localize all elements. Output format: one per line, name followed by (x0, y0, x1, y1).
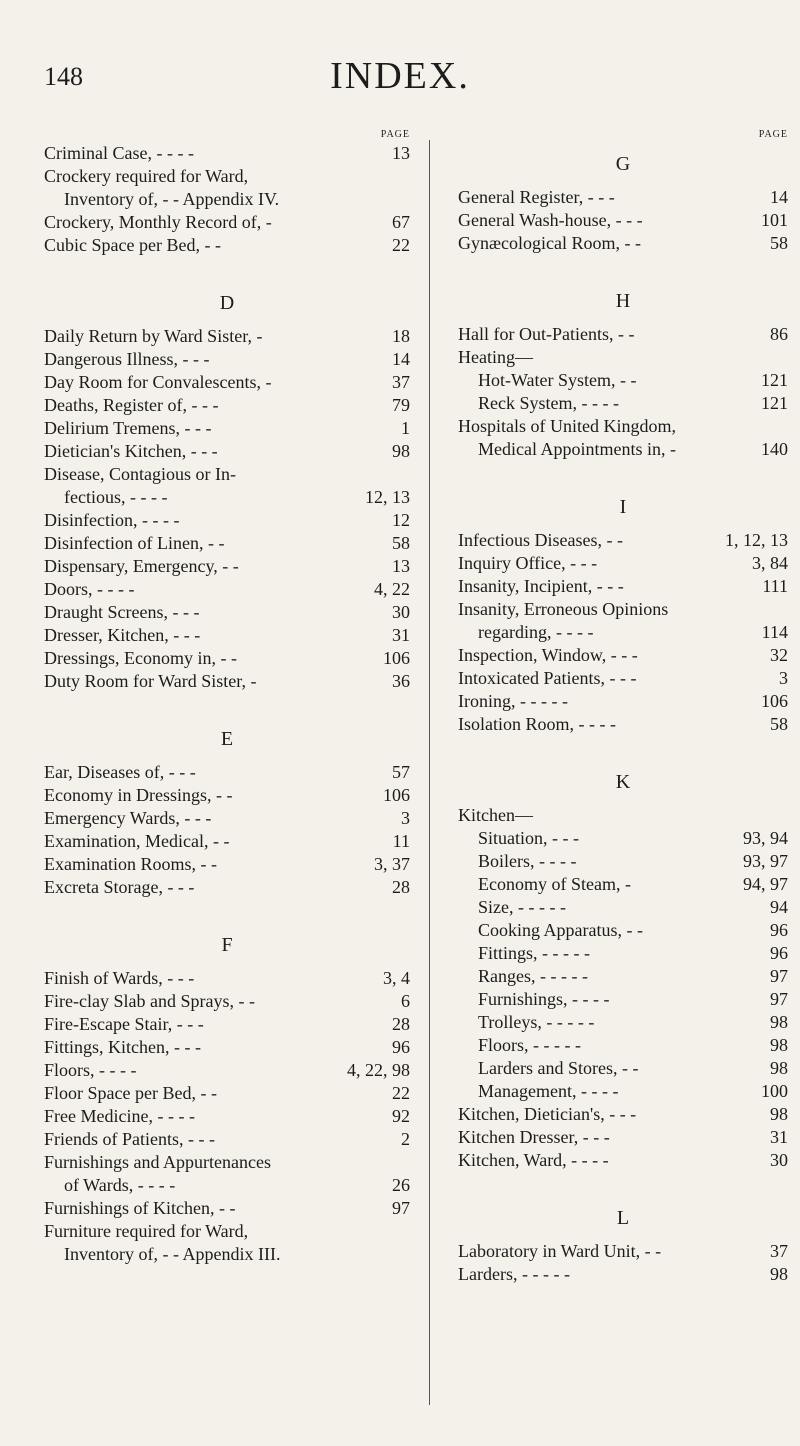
index-entry (458, 644, 788, 667)
index-entry (458, 667, 788, 690)
entry-page: 98 (770, 1035, 788, 1055)
entry-text: Gynæcological Room, - - (458, 233, 641, 253)
index-entry (44, 394, 410, 417)
index-entry (44, 784, 410, 807)
entry-text: Friends of Patients, - - - (44, 1129, 215, 1149)
entry-page: 30 (770, 1150, 788, 1170)
index-entry (458, 552, 788, 575)
section-letter: L (616, 1207, 630, 1229)
entry-page: 58 (770, 233, 788, 253)
entry-page: 12, 13 (365, 487, 410, 507)
index-entry (44, 165, 410, 188)
entry-page: 13 (392, 143, 410, 163)
index-entry (44, 325, 410, 348)
entry-text: Cubic Space per Bed, - - (44, 235, 221, 255)
index-entry (44, 234, 410, 257)
index-entry (44, 188, 410, 211)
entry-text: Fire-Escape Stair, - - - (44, 1014, 204, 1034)
entry-text: Inquiry Office, - - - (458, 553, 598, 573)
index-entry (458, 186, 788, 209)
entry-text: Dressings, Economy in, - - (44, 648, 237, 668)
index-entry (44, 830, 410, 853)
index-entry (458, 1034, 788, 1057)
entry-text: Furnishings, - - - - (478, 989, 610, 1009)
index-entry (458, 232, 788, 255)
entry-text: Insanity, Erroneous Opinions (458, 599, 669, 619)
entry-page: 121 (761, 393, 788, 413)
index-entry (44, 486, 410, 509)
entry-page: 14 (770, 187, 788, 207)
index-entry (44, 578, 410, 601)
entry-page: 3, 84 (752, 553, 788, 573)
entry-page: 6 (401, 991, 410, 1011)
entry-text: Medical Appointments in, - (478, 439, 676, 459)
entry-page: 14 (392, 349, 410, 369)
index-entry (44, 142, 410, 165)
entry-text: Examination Rooms, - - (44, 854, 217, 874)
index-entry (44, 1105, 410, 1128)
entry-text: Insanity, Incipient, - - - (458, 576, 624, 596)
entry-page: 57 (392, 762, 410, 782)
entry-page: 96 (770, 943, 788, 963)
index-entry (458, 598, 788, 621)
entry-page: 31 (770, 1127, 788, 1147)
entry-page: 18 (392, 326, 410, 346)
entry-text: Ironing, - - - - - (458, 691, 568, 711)
entry-page: 37 (770, 1241, 788, 1261)
entry-text: Disease, Contagious or In- (44, 464, 236, 484)
index-entry (44, 371, 410, 394)
index-entry (458, 896, 788, 919)
entry-page: 12 (392, 510, 410, 530)
index-entry (44, 853, 410, 876)
entry-page: 96 (392, 1037, 410, 1057)
entry-text: Disinfection of Linen, - - (44, 533, 225, 553)
entry-text: Economy of Steam, - (478, 874, 631, 894)
entry-text: Ranges, - - - - - (478, 966, 588, 986)
entry-text: Inspection, Window, - - - (458, 645, 638, 665)
entry-text: Inventory of, - - Appendix IV. (64, 189, 280, 209)
entry-text: Floor Space per Bed, - - (44, 1083, 217, 1103)
entry-page: 98 (392, 441, 410, 461)
index-entry (458, 965, 788, 988)
entry-page: 121 (761, 370, 788, 390)
entry-text: Hospitals of United Kingdom, (458, 416, 676, 436)
entry-page: 97 (770, 989, 788, 1009)
entry-page: 31 (392, 625, 410, 645)
index-entry (458, 1240, 788, 1263)
entry-text: Emergency Wards, - - - (44, 808, 212, 828)
entry-text: Floors, - - - - (44, 1060, 137, 1080)
index-entry (44, 670, 410, 693)
index-entry (458, 1263, 788, 1286)
entry-text: Dresser, Kitchen, - - - (44, 625, 201, 645)
entry-text: Hot-Water System, - - (478, 370, 637, 390)
index-entry (458, 988, 788, 1011)
entry-page: 94 (770, 897, 788, 917)
entry-text: Duty Room for Ward Sister, - (44, 671, 257, 691)
entry-text: Fittings, - - - - - (478, 943, 590, 963)
index-entry (458, 919, 788, 942)
entry-page: 3, 4 (383, 968, 410, 988)
entry-text: Daily Return by Ward Sister, - (44, 326, 263, 346)
entry-text: Dispensary, Emergency, - - (44, 556, 239, 576)
entry-page: 111 (762, 576, 788, 596)
entry-page: 58 (770, 714, 788, 734)
entry-text: Furnishings of Kitchen, - - (44, 1198, 236, 1218)
entry-text: Inventory of, - - Appendix III. (64, 1244, 281, 1264)
entry-text: Finish of Wards, - - - (44, 968, 195, 988)
entry-text: General Register, - - - (458, 187, 615, 207)
index-entry (44, 647, 410, 670)
entry-text: Ear, Diseases of, - - - (44, 762, 196, 782)
index-entry (44, 876, 410, 899)
entry-page: 3, 37 (374, 854, 410, 874)
index-entry (44, 601, 410, 624)
entry-text: Intoxicated Patients, - - - (458, 668, 637, 688)
entry-text: Floors, - - - - - (478, 1035, 581, 1055)
entry-text: Heating— (458, 347, 533, 367)
entry-text: Kitchen Dresser, - - - (458, 1127, 610, 1147)
entry-page: 32 (770, 645, 788, 665)
entry-text: Economy in Dressings, - - (44, 785, 233, 805)
entry-text: Disinfection, - - - - (44, 510, 180, 530)
entry-text: Crockery, Monthly Record of, - (44, 212, 272, 232)
index-entry (458, 942, 788, 965)
index-entry (44, 967, 410, 990)
index-entry (458, 804, 788, 827)
entry-page: 36 (392, 671, 410, 691)
entry-page: 1 (401, 418, 410, 438)
entry-page: 4, 22, 98 (347, 1060, 410, 1080)
entry-page: 98 (770, 1012, 788, 1032)
entry-text: Fire-clay Slab and Sprays, - - (44, 991, 255, 1011)
entry-page: 94, 97 (743, 874, 788, 894)
index-entry (458, 1080, 788, 1103)
entry-page: 11 (392, 831, 410, 851)
index-entry (44, 532, 410, 555)
page-number: 148 (44, 62, 83, 91)
entry-page: 93, 94 (743, 828, 788, 848)
section-letter: G (615, 153, 631, 175)
entry-page: 106 (761, 691, 788, 711)
index-entry (458, 1103, 788, 1126)
index-entry (44, 1220, 410, 1243)
entry-page: 106 (383, 648, 410, 668)
entry-text: Trolleys, - - - - - (478, 1012, 595, 1032)
entry-page: 30 (392, 602, 410, 622)
entry-page: 98 (770, 1104, 788, 1124)
entry-page: 98 (770, 1264, 788, 1284)
entry-text: Furnishings and Appurtenances (44, 1152, 271, 1172)
index-column-left (44, 128, 410, 1266)
entry-text: Examination, Medical, - - (44, 831, 230, 851)
entry-text: Isolation Room, - - - - (458, 714, 616, 734)
index-entry (44, 990, 410, 1013)
index-entry (44, 1082, 410, 1105)
entry-page: 2 (401, 1129, 410, 1149)
index-entry (458, 850, 788, 873)
section-letter: H (615, 290, 631, 312)
index-entry (458, 1126, 788, 1149)
entry-text: fectious, - - - - (64, 487, 168, 507)
index-entry (458, 529, 788, 552)
running-head: INDEX. (330, 55, 470, 97)
index-entry (458, 827, 788, 850)
entry-text: of Wards, - - - - (64, 1175, 176, 1195)
index-entry (44, 1197, 410, 1220)
entry-page: 1, 12, 13 (725, 530, 788, 550)
index-entry (44, 509, 410, 532)
entry-text: Free Medicine, - - - - (44, 1106, 195, 1126)
section-letter: K (615, 771, 631, 793)
entry-page: 28 (392, 1014, 410, 1034)
index-entry (458, 1149, 788, 1172)
index-entry (44, 624, 410, 647)
column-divider (429, 140, 430, 1405)
index-entry (458, 713, 788, 736)
index-entry (458, 690, 788, 713)
entry-page: 22 (392, 235, 410, 255)
entry-page: 114 (761, 622, 788, 642)
index-entry (458, 438, 788, 461)
entry-page: 93, 97 (743, 851, 788, 871)
page-column-label: PAGE (758, 129, 788, 140)
entry-text: Dangerous Illness, - - - (44, 349, 210, 369)
index-entry (458, 575, 788, 598)
entry-page: 86 (770, 324, 788, 344)
entry-page: 140 (761, 439, 788, 459)
entry-text: Draught Screens, - - - (44, 602, 200, 622)
entry-text: Boilers, - - - - (478, 851, 577, 871)
entry-page: 37 (392, 372, 410, 392)
section-letter: F (221, 934, 233, 956)
index-entry (458, 873, 788, 896)
entry-text: Doors, - - - - (44, 579, 135, 599)
index-entry (458, 346, 788, 369)
index-entry (458, 1057, 788, 1080)
entry-text: Crockery required for Ward, (44, 166, 249, 186)
index-entry (44, 555, 410, 578)
index-entry (44, 417, 410, 440)
entry-text: Fittings, Kitchen, - - - (44, 1037, 201, 1057)
index-entry (44, 761, 410, 784)
entry-page: 26 (392, 1175, 410, 1195)
index-entry (458, 621, 788, 644)
entry-text: Furniture required for Ward, (44, 1221, 249, 1241)
entry-page: 98 (770, 1058, 788, 1078)
entry-text: Size, - - - - - (478, 897, 566, 917)
entry-text: Infectious Diseases, - - (458, 530, 623, 550)
entry-page: 100 (761, 1081, 788, 1101)
index-entry (458, 1011, 788, 1034)
entry-page: 97 (770, 966, 788, 986)
entry-page: 67 (392, 212, 410, 232)
entry-page: 92 (392, 1106, 410, 1126)
section-letter: D (219, 292, 235, 314)
entry-text: Hall for Out-Patients, - - (458, 324, 635, 344)
entry-text: Situation, - - - (478, 828, 579, 848)
index-entry (458, 415, 788, 438)
index-entry (458, 369, 788, 392)
entry-page: 106 (383, 785, 410, 805)
entry-page: 4, 22 (374, 579, 410, 599)
index-entry (44, 807, 410, 830)
index-entry (44, 1128, 410, 1151)
section-letter: E (220, 728, 234, 750)
entry-page: 58 (392, 533, 410, 553)
index-entry (44, 211, 410, 234)
entry-text: Excreta Storage, - - - (44, 877, 195, 897)
entry-text: Day Room for Convalescents, - (44, 372, 272, 392)
page-column-label: PAGE (380, 129, 410, 140)
entry-text: General Wash-house, - - - (458, 210, 643, 230)
entry-page: 3 (401, 808, 410, 828)
entry-text: Kitchen, Dietician's, - - - (458, 1104, 637, 1124)
entry-page: 97 (392, 1198, 410, 1218)
index-entry (44, 1013, 410, 1036)
index-column-right (458, 128, 788, 1286)
entry-text: Reck System, - - - - (478, 393, 619, 413)
entry-text: Criminal Case, - - - - (44, 143, 194, 163)
entry-text: Management, - - - - (478, 1081, 619, 1101)
index-entry (44, 463, 410, 486)
entry-text: Cooking Apparatus, - - (478, 920, 643, 940)
entry-text: regarding, - - - - (478, 622, 594, 642)
entry-page: 96 (770, 920, 788, 940)
index-entry (44, 348, 410, 371)
index-entry (44, 1059, 410, 1082)
entry-text: Larders and Stores, - - (478, 1058, 639, 1078)
entry-text: Laboratory in Ward Unit, - - (458, 1241, 662, 1261)
index-entry (44, 1036, 410, 1059)
index-entry (458, 209, 788, 232)
index-entry (44, 440, 410, 463)
section-letter: I (619, 496, 627, 518)
entry-text: Deaths, Register of, - - - (44, 395, 219, 415)
entry-page: 3 (779, 668, 788, 688)
index-entry (458, 392, 788, 415)
index-entry (44, 1151, 410, 1174)
entry-text: Kitchen— (458, 805, 533, 825)
index-entry (44, 1174, 410, 1197)
entry-text: Larders, - - - - - (458, 1264, 570, 1284)
entry-page: 28 (392, 877, 410, 897)
entry-page: 101 (761, 210, 788, 230)
entry-page: 22 (392, 1083, 410, 1103)
entry-page: 79 (392, 395, 410, 415)
entry-text: Kitchen, Ward, - - - - (458, 1150, 609, 1170)
entry-text: Delirium Tremens, - - - (44, 418, 212, 438)
index-entry (458, 323, 788, 346)
entry-page: 13 (392, 556, 410, 576)
entry-text: Dietician's Kitchen, - - - (44, 441, 218, 461)
index-entry (44, 1243, 410, 1266)
